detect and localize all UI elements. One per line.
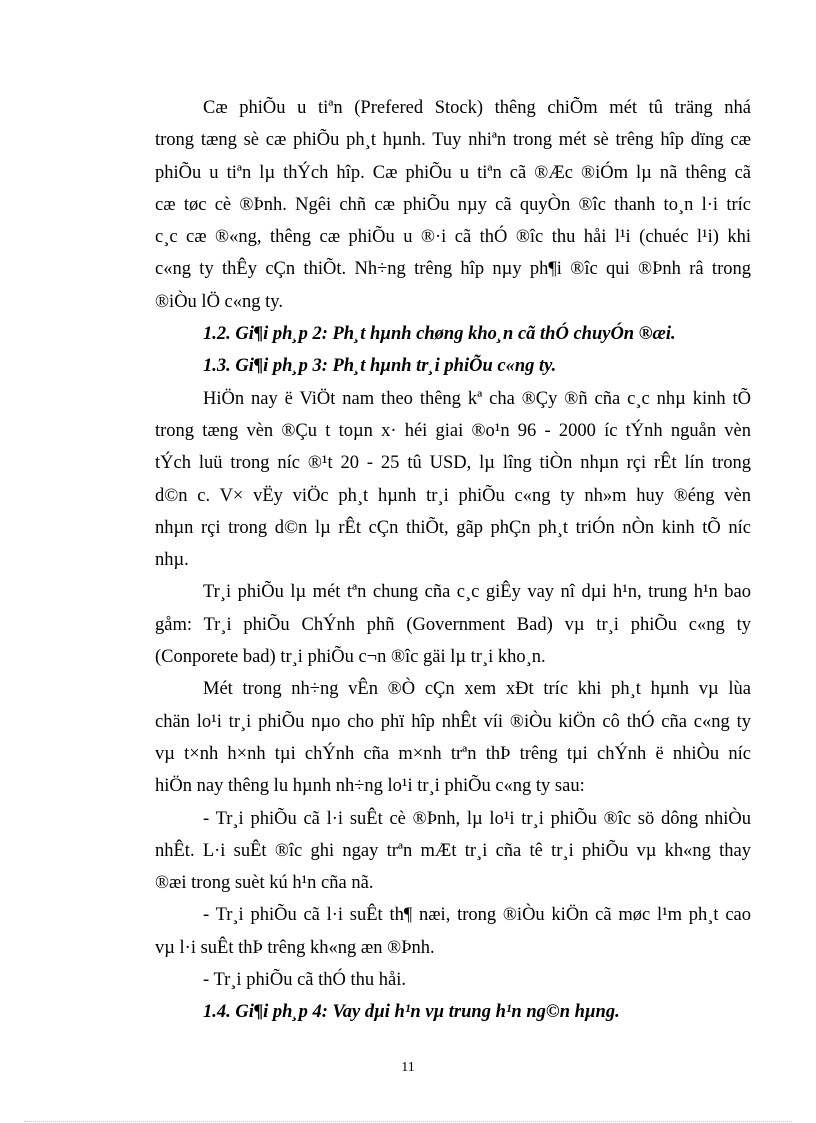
body-text <box>155 92 751 1029</box>
text-line: (Conporete bad) tr¸i phiÕu c¬n ®îc gäi lµ tr¸i kho¸n. <box>155 647 546 668</box>
page-number: 11 <box>401 1060 415 1075</box>
text-line: - Tr¸i phiÕu cã thÓ thu håi. <box>203 970 406 991</box>
text-line: Mét trong nh÷ng vÊn ®Ò cÇn xem xÐt tríc khi ph¸t hµnh vµ lùa <box>203 679 751 700</box>
text-line: nhµn rçi trong d©n lµ rÊt cÇn thiÕt, gãp phÇn ph¸t triÓn nÒn kinh tÕ níc <box>155 517 751 538</box>
section-heading: 1.3. Gi¶i ph¸p 3: Ph¸t hµnh tr¸i phiÕu c«ng ty. <box>203 356 557 377</box>
page-bottom-divider <box>24 1121 792 1122</box>
text-line: gåm: Tr¸i phiÕu ChÝnh phñ (Government Bad) vµ tr¸i phiÕu c«ng ty <box>155 614 751 635</box>
text-line: trong tæng vèn ®Çu t toµn x· héi giai ®o¹n 96 - 2000 íc tÝnh nguån vèn <box>155 420 751 441</box>
text-line: tÝch luü trong níc ®¹t 20 - 25 tû USD, lµ lîng tiÒn nhµn rçi rÊt lín trong <box>155 453 751 474</box>
text-line: cæ tøc cè ®Þnh. Ngêi chñ cæ phiÕu nµy cã quyÒn ®îc thanh to¸n l·i tríc <box>155 194 751 215</box>
text-line: hiÖn nay thêng lu hµnh nh÷ng lo¹i tr¸i phiÕu c«ng ty sau: <box>155 776 585 797</box>
text-line: chän lo¹i tr¸i phiÕu nµo cho phï hîp nhÊt víi ®iÒu kiÖn cô thÓ cña c«ng ty <box>155 711 751 732</box>
text-line: trong tæng sè cæ phiÕu ph¸t hµnh. Tuy nhiªn trong mét sè trêng hîp dïng cæ <box>155 130 751 151</box>
text-line: vµ t×nh h×nh tµi chÝnh cña m×nh trªn thÞ trêng tµi chÝnh ë nhiÒu níc <box>155 743 751 764</box>
text-line: ®iÒu lÖ c«ng ty. <box>155 291 283 312</box>
text-line: - Tr¸i phiÕu cã l·i suÊt th¶ næi, trong ®iÒu kiÖn cã møc l¹m ph¸t cao <box>203 905 751 926</box>
section-heading: 1.4. Gi¶i ph¸p 4: Vay dµi h¹n vµ trung h¹n ng©n hµng. <box>203 1002 620 1023</box>
text-line: Cæ phiÕu u tiªn (Prefered Stock) thêng chiÕm mét tû träng nhá <box>203 98 751 118</box>
text-line: Tr¸i phiÕu lµ mét tªn chung cña c¸c giÊy vay nî dµi h¹n, trung h¹n bao <box>203 582 751 603</box>
text-line: phiÕu u tiªn lµ thÝch hîp. Cæ phiÕu u tiªn cã ®Æc ®iÓm lµ nã thêng cã <box>155 162 751 183</box>
text-line: HiÖn nay ë ViÖt nam theo thêng kª cha ®Çy ®ñ cña c¸c nhµ kinh tÕ <box>203 388 751 409</box>
text-line: vµ l·i suÊt thÞ trêng kh«ng æn ®Þnh. <box>155 937 435 958</box>
text-line: nhµ. <box>155 550 189 571</box>
text-line: c¸c cæ ®«ng, thêng cæ phiÕu u ®·i cã thÓ ®îc thu håi l¹i (chuéc l¹i) khi <box>155 227 751 248</box>
text-line: c«ng ty thÊy cÇn thiÕt. Nh÷ng trêng hîp nµy ph¶i ®îc qui ®Þnh râ trong <box>155 259 751 280</box>
text-line: ®æi trong suèt kú h¹n cña nã. <box>155 873 374 894</box>
text-line: - Tr¸i phiÕu cã l·i suÊt cè ®Þnh, lµ lo¹i tr¸i phiÕu ®îc sö dông nhiÒu <box>203 808 751 829</box>
text-line: d©n c. V× vËy viÖc ph¸t hµnh tr¸i phiÕu c«ng ty nh»m huy ®éng vèn <box>155 485 751 506</box>
section-heading: 1.2. Gi¶i ph¸p 2: Ph¸t hµnh chøng kho¸n cã thÓ chuyÓn ®æi. <box>203 324 676 345</box>
text-line: nhÊt. L·i suÊt ®îc ghi ngay trªn mÆt tr¸i cña tê tr¸i phiÕu vµ kh«ng thay <box>155 840 751 861</box>
